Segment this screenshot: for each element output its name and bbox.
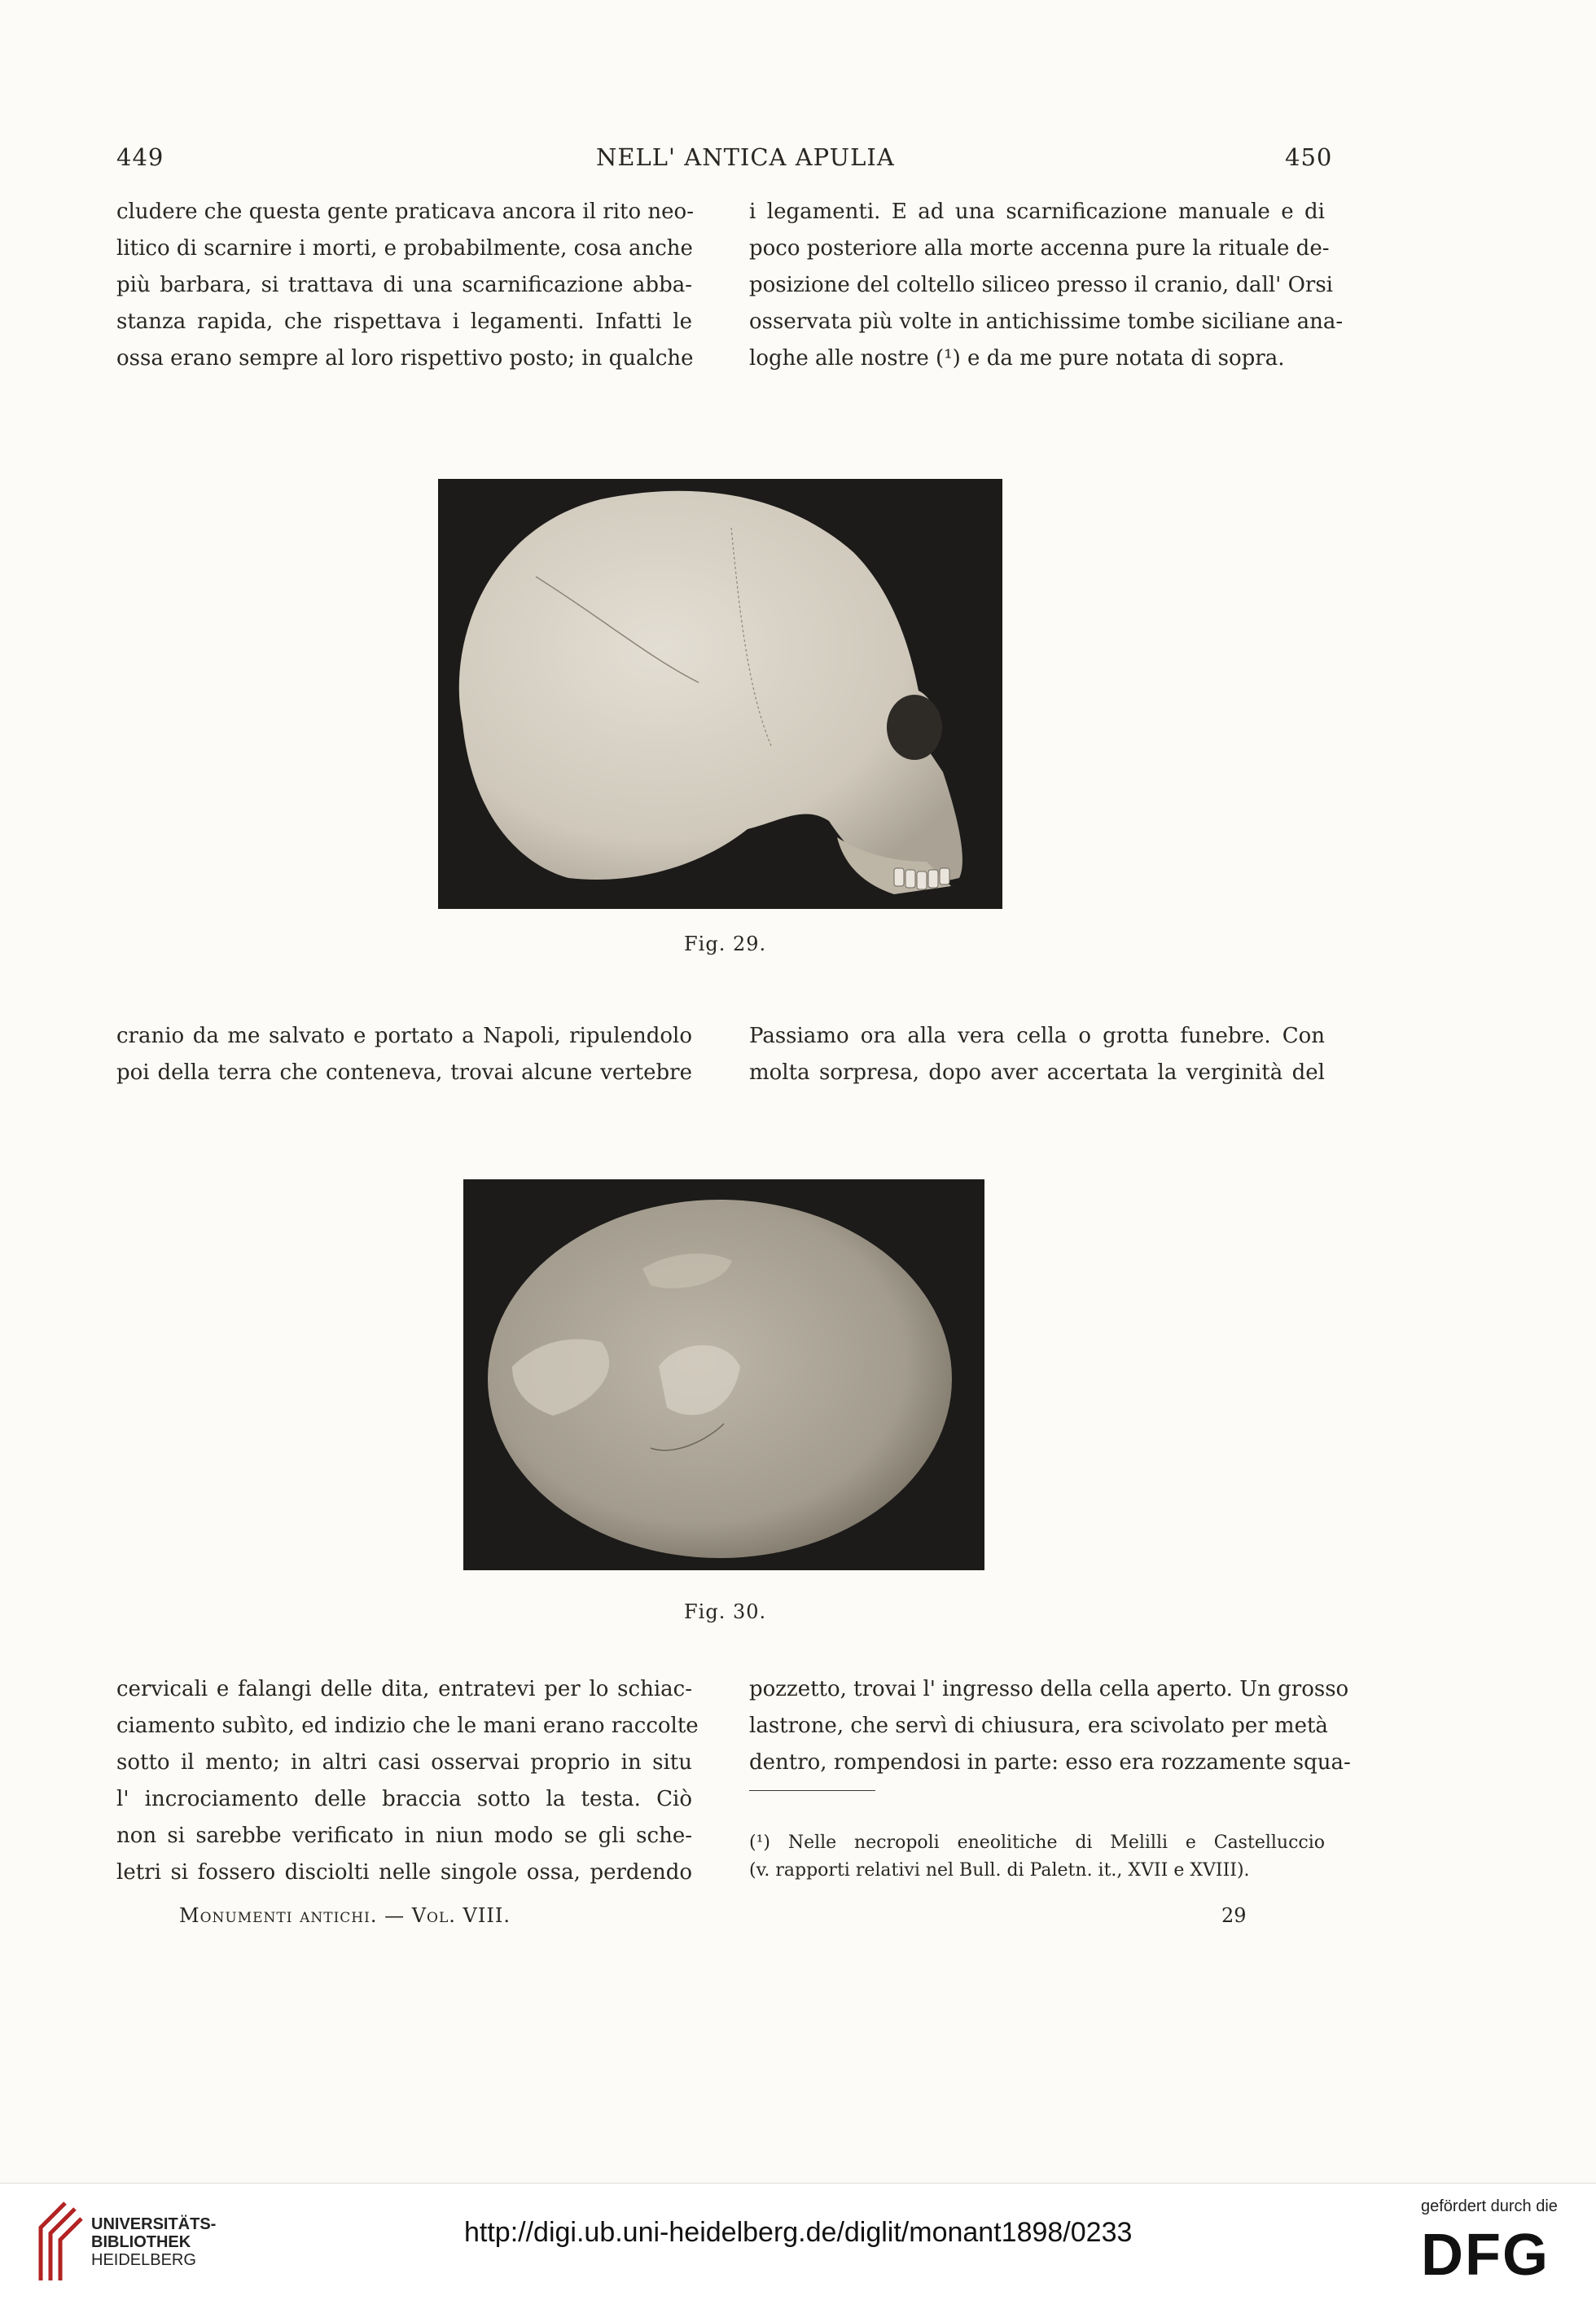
university-library-logo xyxy=(33,2199,86,2285)
permalink-url[interactable]: http://digi.ub.uni-heidelberg.de/diglit/monant1898/0233 xyxy=(464,2217,1133,2248)
sponsor-text: gefördert durch die xyxy=(1421,2197,1558,2215)
skull-shape xyxy=(459,491,962,884)
text-line: dentro, rompendosi in parte: esso era rozzamente squa- xyxy=(749,1750,1351,1775)
library-name: UNIVERSITÄTS- BIBLIOTHEK HEIDELBERG xyxy=(91,2215,217,2269)
text-line: osservata più volte in antichissime tombe siciliane ana- xyxy=(749,309,1344,334)
text-column-bottom-right xyxy=(749,1671,1351,1781)
running-title: NELL' ANTICA APULIA xyxy=(596,143,895,171)
page-number-right: 450 xyxy=(1285,143,1333,171)
text-line: litico di scarnire i morti, e probabilmente, cosa anche xyxy=(116,236,693,261)
text-column-bottom-left xyxy=(116,1671,699,1891)
text-line: cranio da me salvato e portato a Napoli, ripulendolo xyxy=(116,1024,692,1048)
text-line: sotto il mento; in altri casi osservai proprio in situ xyxy=(116,1750,692,1775)
text-column-middle-left xyxy=(116,1018,692,1091)
text-column-top-left xyxy=(116,194,692,377)
text-line: cervicali e falangi delle dita, entratevi per lo schiac- xyxy=(116,1677,692,1701)
text-line: cludere che questa gente praticava ancora il rito neo- xyxy=(116,200,694,224)
text-line: posizione del coltello siliceo presso il cranio, dall' Orsi xyxy=(749,273,1333,297)
text-line: più barbara, si trattava di una scarnificazione abba- xyxy=(116,273,692,297)
figure-29-caption: Fig. 29. xyxy=(684,933,767,955)
text-line: letri si fossero disciolti nelle singole ossa, perdendo xyxy=(116,1860,692,1885)
text-line: loghe alle nostre (¹) e da me pure notata di sopra. xyxy=(749,346,1285,371)
page-number-left: 449 xyxy=(116,143,164,171)
text-line: non si sarebbe verificato in niun modo se gli sche- xyxy=(116,1824,692,1848)
text-line: ciamento subìto, ed indizio che le mani erano raccolte xyxy=(116,1714,699,1738)
figure-30-caption: Fig. 30. xyxy=(684,1600,767,1623)
figure-30-skull-top-photo xyxy=(463,1179,984,1570)
text-line: l' incrociamento delle braccia sotto la testa. Ciò xyxy=(116,1787,692,1811)
footnote-rule xyxy=(749,1790,875,1791)
text-line: ossa erano sempre al loro rispettivo posto; in qualche xyxy=(116,346,694,371)
text-line: poco posteriore alla morte accenna pure la rituale de- xyxy=(749,236,1330,261)
text-line: poi della terra che conteneva, trovai alcune vertebre xyxy=(116,1060,692,1085)
text-line: i legamenti. E ad una scarnificazione manuale e di xyxy=(749,200,1325,224)
footer-sheet-number: 29 xyxy=(1221,1904,1247,1927)
dfg-logo: DFG xyxy=(1421,2223,1550,2288)
text-column-middle-right xyxy=(749,1018,1325,1091)
text-line: (¹) Nelle necropoli eneolitiche di Melilli e Castelluccio xyxy=(749,1833,1325,1853)
footer-journal: Monumenti antichi. — Vol. VIII. xyxy=(179,1904,511,1927)
figure-29-skull-photo xyxy=(438,479,1002,909)
text-line: lastrone, che servì di chiusura, era scivolato per metà xyxy=(749,1714,1328,1738)
text-line: Passiamo ora alla vera cella o grotta funebre. Con xyxy=(749,1024,1325,1048)
text-column-top-right xyxy=(749,194,1344,377)
text-line: (v. rapporti relativi nel Bull. di Paletn. it., XVII e XVIII). xyxy=(749,1860,1250,1881)
text-line: molta sorpresa, dopo aver accertata la verginità del xyxy=(749,1060,1325,1085)
text-line: pozzetto, trovai l' ingresso della cella aperto. Un grosso xyxy=(749,1677,1349,1701)
footnote xyxy=(749,1829,1325,1885)
text-line: stanza rapida, che rispettava i legamenti. Infatti le xyxy=(116,309,692,334)
